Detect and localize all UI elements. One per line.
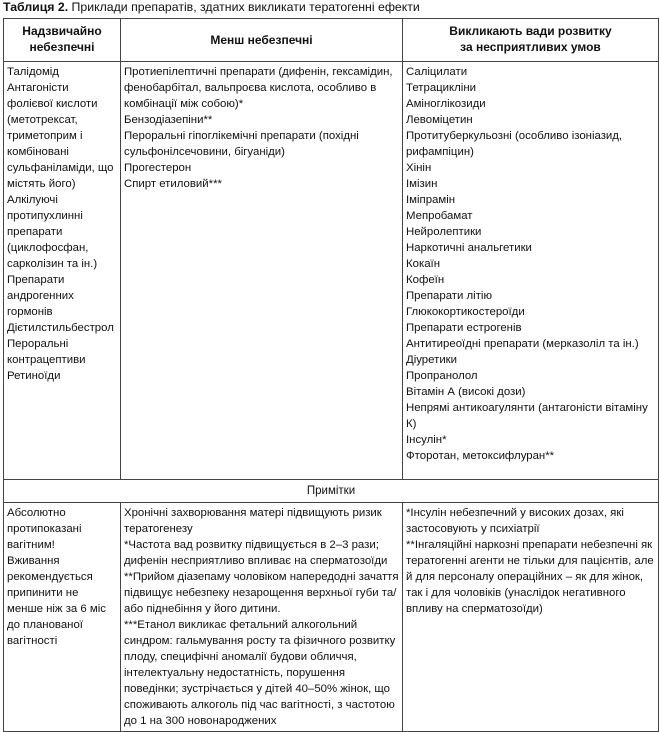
list-item: Пропранолол bbox=[406, 370, 478, 382]
list-item: Іміпрамін bbox=[406, 194, 456, 206]
list-item: Кофеїн bbox=[406, 274, 445, 286]
list-item: Протитуберкульозні (особливо ізоніазид, рифампіцин) bbox=[406, 130, 623, 158]
teratogens-table bbox=[3, 18, 659, 732]
list-item: Нейролептики bbox=[406, 226, 482, 238]
list-item: Імізин bbox=[406, 178, 438, 190]
header-conditional: Викликають вади розвитку за несприятливих умов bbox=[403, 19, 659, 62]
list-item: Кокаїн bbox=[406, 258, 440, 270]
list-item: Левоміцетин bbox=[406, 114, 473, 126]
list-item: Інсулін* bbox=[406, 434, 447, 446]
header-less-dangerous: Менш небезпечні bbox=[121, 19, 403, 62]
list-item: Алкілуючі протипухлинні препарати (циклофосфан, сарколізин та ін.) bbox=[7, 194, 98, 270]
notes-row bbox=[4, 503, 659, 732]
list-item: Антагоністи фолієвої кислоти (метотрексат, триметоприм і комбіновані сульфаніламіди, що містять його) bbox=[7, 82, 114, 190]
table-caption bbox=[3, 0, 420, 14]
list-item: Пероральні гіпоглікемічні препарати (похідні сульфонілсечовини, бігуаніди) bbox=[124, 130, 359, 158]
list-item: Прогестерон bbox=[124, 162, 192, 174]
note-text: Вживання рекомендується припинити не менше ніж за 6 міс до планованої вагітності bbox=[7, 555, 106, 647]
table-caption-label: Таблиця 2. bbox=[3, 0, 69, 14]
list-item: Непрямі антикоагулянти (антагоністи вітаміну К) bbox=[406, 402, 648, 430]
list-item: Препарати естрогенів bbox=[406, 322, 522, 334]
header-row bbox=[4, 19, 659, 62]
list-item: Саліцилати bbox=[406, 66, 468, 78]
notes-col2-cell bbox=[121, 503, 403, 732]
notes-title: Примітки bbox=[4, 480, 659, 503]
list-item: Глюкокортикостероїди bbox=[406, 306, 525, 318]
header-extremely-dangerous: Надзвичайно небезпечні bbox=[4, 19, 121, 62]
list-item: Аміноглікозиди bbox=[406, 98, 486, 110]
col1-cell bbox=[4, 62, 121, 480]
note-text: ***Етанол викликає фетальний алкогольний синдром: гальмування росту та фізичного розвитку плоду, специфічні аномалії будови обличчя, інтелектуальну недостатність, порушення поведінки; зустрічається у дітей 40–50% жінок, що споживають алкоголь під час вагітності, з частотою до 1 на 300 новонароджених bbox=[124, 619, 396, 727]
list-item: Дієтилстильбестрол bbox=[7, 322, 114, 334]
list-item: Вітамін А (високі дози) bbox=[406, 386, 526, 398]
list-item: Тетрацикліни bbox=[406, 82, 476, 94]
list-item: Ретиноїди bbox=[7, 370, 61, 382]
notes-col3-cell bbox=[403, 503, 659, 732]
note-text: **Інгаляційні наркозні препарати небезпечні як тератогенні агенти не тільки для пацієнтів, але й для персоналу операційних – як для жінок, так і для чоловіків (унаслідок негативного впливу на сперматозоїди) bbox=[406, 539, 654, 615]
notes-col1-cell bbox=[4, 503, 121, 732]
table-caption-text: Приклади препаратів, здатних викликати тератогенні ефекти bbox=[68, 0, 420, 14]
list-item: Протиепілептичні препарати (дифенін, гексамідин, фенобарбітал, вальпроєва кислота, особливо в комбінації між собою)* bbox=[124, 66, 393, 110]
col2-cell bbox=[121, 62, 403, 480]
col3-cell bbox=[403, 62, 659, 480]
list-item: Антитиреоїдні препарати (мерказоліл та ін.) bbox=[406, 338, 639, 350]
list-item: Мепробамат bbox=[406, 210, 473, 222]
list-item: Препарати літію bbox=[406, 290, 492, 302]
note-text: Абсолютно протипоказані вагітним! bbox=[7, 507, 82, 551]
list-item: Фторотан, метоксифлуран** bbox=[406, 450, 555, 462]
list-item: Препарати андрогенних гормонів bbox=[7, 274, 74, 318]
list-item: Спирт етиловий*** bbox=[124, 178, 222, 190]
note-text: *Частота вад розвитку підвищується в 2–3 рази; дифенін несприятливо впливає на сперматозоїди bbox=[124, 539, 388, 567]
list-item: Хінін bbox=[406, 162, 432, 174]
notes-header-row bbox=[4, 480, 659, 503]
drugs-row bbox=[4, 62, 659, 480]
list-item: Діуретики bbox=[406, 354, 458, 366]
list-item: Бензодіазепіни** bbox=[124, 114, 213, 126]
note-text: **Прийом діазепаму чоловіком напередодні зачаття підвищує небезпеку незарощення верхньої губи та/або піднебіння у його дитини. bbox=[124, 571, 399, 615]
list-item: Пероральні контрацептиви bbox=[7, 338, 86, 366]
list-item: Наркотичні анальгетики bbox=[406, 242, 532, 254]
note-text: *Інсулін небезпечний у високих дозах, які застосовують у психіатрії bbox=[406, 507, 624, 535]
list-item: Талідомід bbox=[7, 66, 59, 78]
note-text: Хронічні захворювання матері підвищують ризик тератогенезу bbox=[124, 507, 382, 535]
